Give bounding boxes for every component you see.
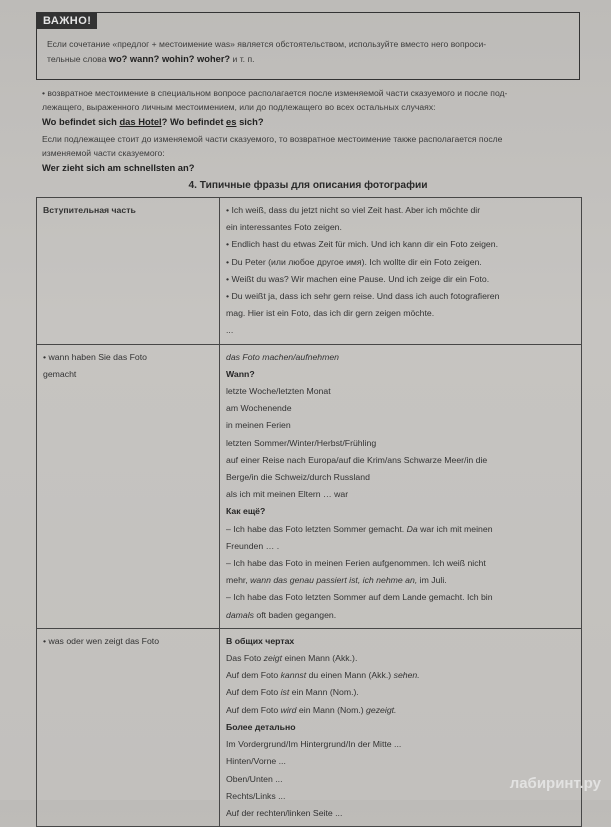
important-note-box [36,12,580,80]
row1-right: • Ich weiß, dass du jetzt nicht so viel Zeit hast. Aber ich möchte dir ein interessantes Foto zeigen. • Endlich hast du etwas Zeit für mich. Und ich kann dir ein Foto zeigen. • Du Peter (или любое другое имя). Ich wollte dir ein Foto zeigen. • Weißt du was? Wir machen eine Pause. Und ich zeige dir ein Foto. • Du weißt ja, dass ich sehr gern reise. Und dass ich auch fotografieren mag. Hier ist ein Foto, das ich dir gern zeigen möchte. ... [220,198,582,345]
row3-left: • was oder wen zeigt das Foto [37,628,220,826]
textbook-page [28,0,588,818]
rule-line-2: лежащего, выраженного личным местоимением, или до подлежащего во всех остальных случаях: [42,102,436,112]
phrases-table [36,197,582,827]
row2-left: • wann haben Sie das Foto gemacht [37,344,220,628]
table-row [37,344,582,628]
table-row [37,628,582,826]
section-title: 4. Типичные фразы для описания фотографии [188,180,428,191]
important-line-1: Если сочетание «предлог + местоимение was» является обстоятельством, используйте вместо него вопроси- [47,39,487,49]
important-line-2: тельные слова wo? wann? wohin? woher? и т. п. [47,54,255,64]
important-note-text [47,37,573,67]
row3-right: В общих чертах Das Foto zeigt einen Mann (Akk.). Auf dem Foto kannst du einen Mann (Akk.) sehen. Auf dem Foto ist ein Mann (Nom.). Auf dem Foto wird ein Mann (Nom.) gezeigt. Более детально Im Vordergrund/Im Hintergrund/In der Mitte ... Hinten/Vorne ... Oben/Unten ... Rechts/Links ... Auf der rechten/linken Seite ... [220,628,582,826]
rule-line-1: • возвратное местоимение в специальном вопросе располагается после изменяемой части сказуемого и после под- [42,88,508,98]
row2-right: das Foto machen/aufnehmen Wann? letzte Woche/letzten Monat am Wochenende in meinen Ferien letzten Sommer/Winter/Herbst/Frühling auf einer Reise nach Europa/auf die Krim/ans Schwarze Meer/in die Berge/in die Schweiz/durch Russland als ich mit meinen Eltern … war Как ещё? – Ich habe das Foto letzten Sommer gemacht. Da war ich mit meinen Freunden … . – Ich habe das Foto in meinen Ferien aufgenommen. Ich weiß nicht mehr, wann das genau passiert ist, ich nehme an, im Juli. – Ich habe das Foto letzten Sommer auf dem Lande gemacht. Ich bin damals oft baden gegangen. [220,344,582,628]
rule-example-2: Wer zieht sich am schnellsten an? [42,162,195,173]
table-row [37,198,582,345]
rule-line-3: Если подлежащее стоит до изменяемой части сказуемого, то возвратное местоимение также располагается после [42,134,503,144]
rule-example-1: Wo befindet sich das Hotel? Wo befindet es sich? [42,116,264,127]
labirint-logo: лабиринт.ру [509,775,601,792]
important-label: ВАЖНО! [37,13,97,29]
row1-left: Вступительная часть [37,198,220,345]
rule-line-4: изменяемой части сказуемого: [42,148,165,158]
